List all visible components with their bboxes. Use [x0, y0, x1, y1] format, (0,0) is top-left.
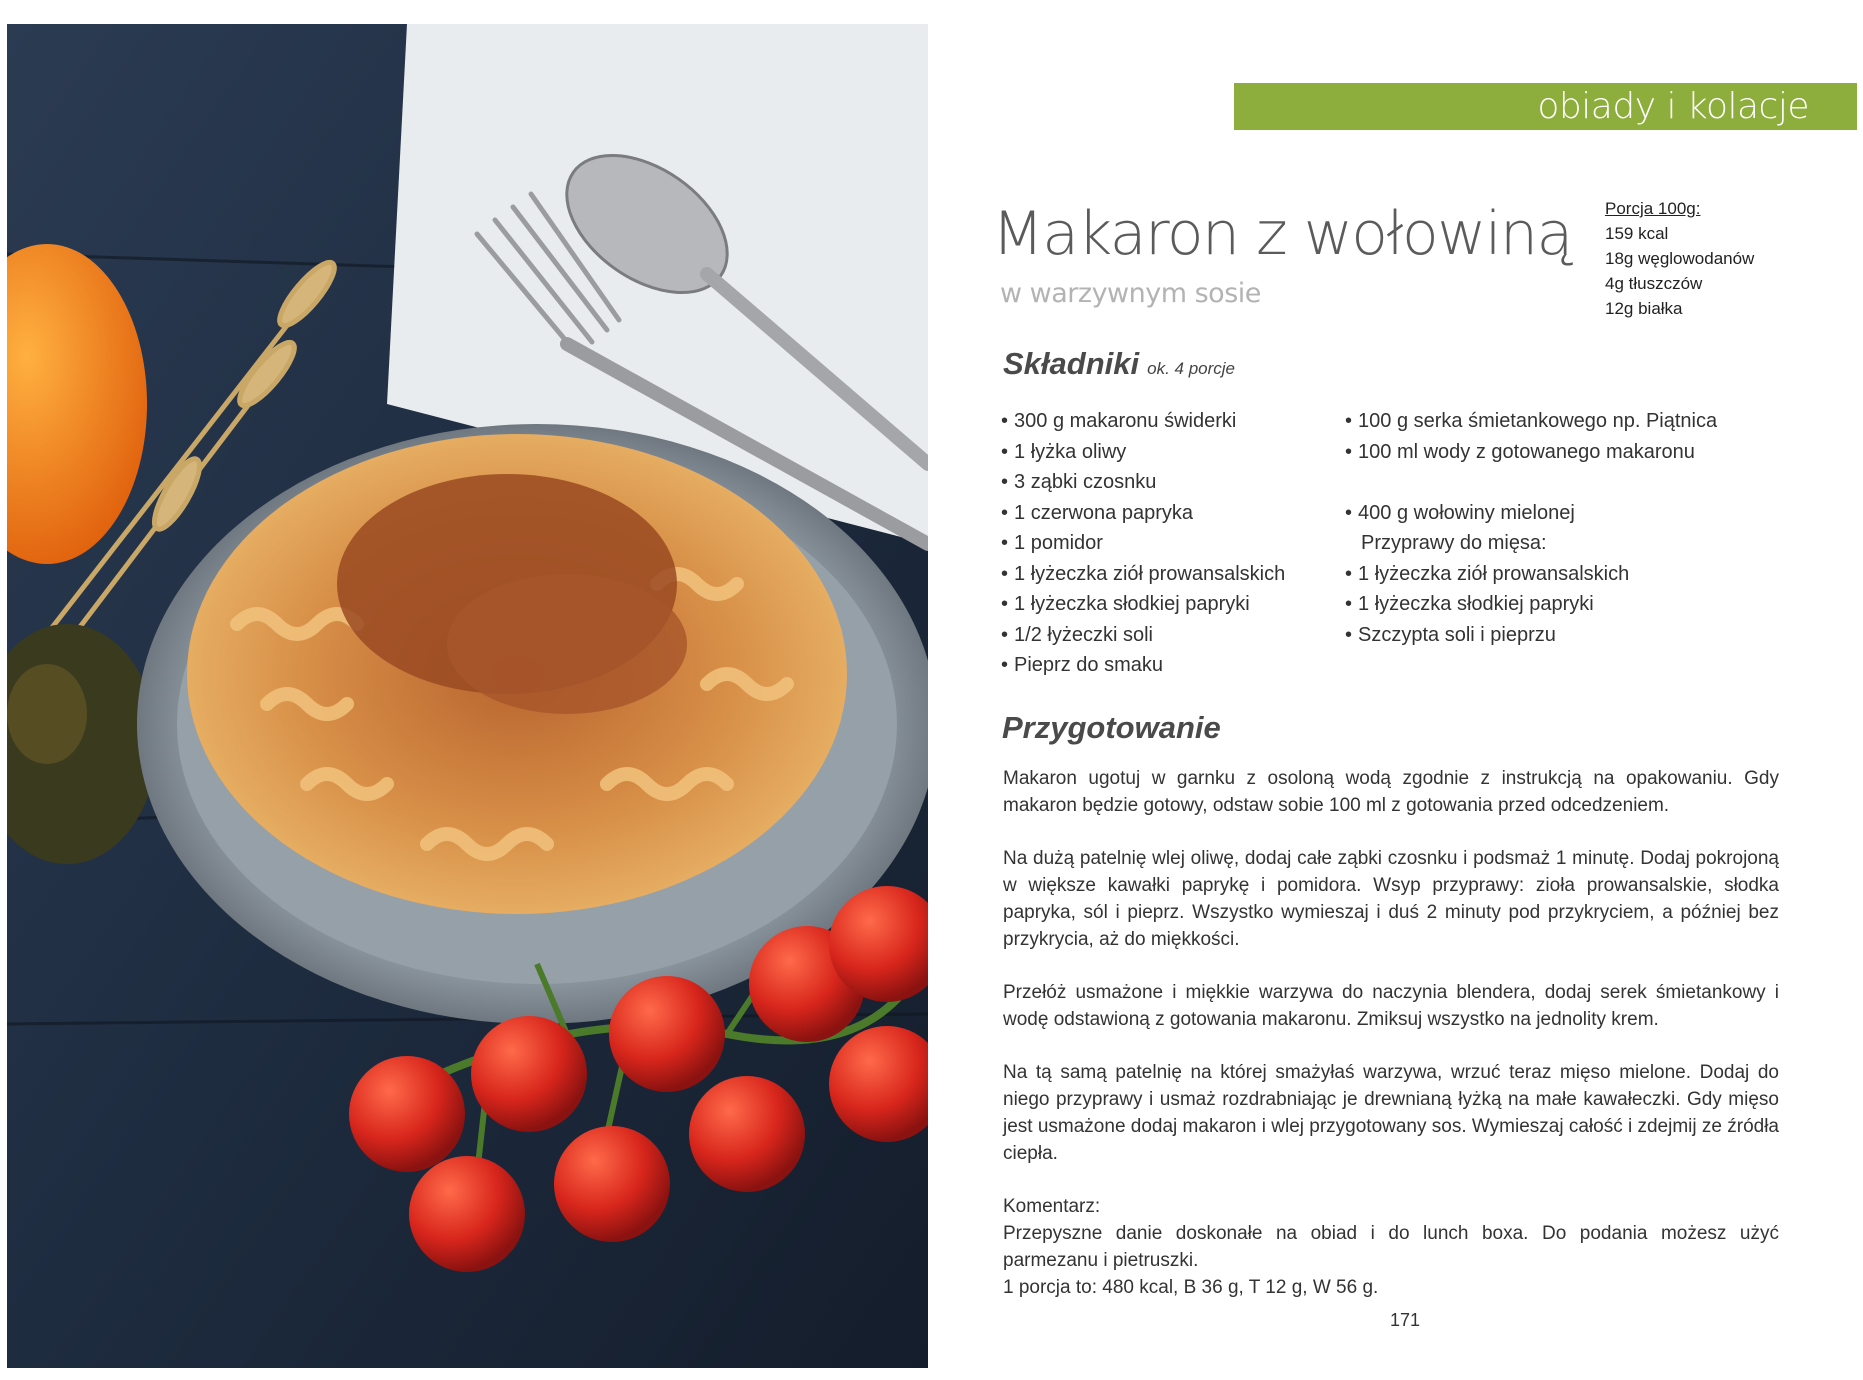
ingredients-heading: [1003, 346, 1235, 382]
preparation-heading: Przygotowanie: [1002, 710, 1221, 745]
ingredient-item: • 1 pomidor: [1001, 528, 1285, 559]
ingredients-column-a: [1001, 406, 1285, 681]
preparation-step: Na tą samą patelnię na której smażyłaś warzywa, wrzuć teraz mięso mielone. Dodaj do niego przyprawy i usmaż rozdrabniając je drewnianą łyżką na małe kawałeczki. Gdy mięso jest usmażone dodaj makaron i wlej przygotowany sos. Wymieszaj całość i zdejmij ze źródła ciepła.: [1003, 1062, 1779, 1164]
preparation-step: Na dużą patelnię wlej oliwę, dodaj całe ząbki czosnku i podsmaż 1 minutę. Dodaj pokrojoną w większe kawałki paprykę i pomidora. Wsyp przyprawy: zioła prowansalskie, słodka papryka, sól i pieprz. Wszystko wymieszaj i duś 2 minuty pod przykryciem, a później bez przykrycia, aż do miękkości.: [1003, 848, 1779, 950]
ingredient-item: • 1 łyżeczka słodkiej papryki: [1345, 589, 1717, 620]
portions-note: ok. 4 porcje: [1147, 359, 1235, 378]
preparation-step: Makaron ugotuj w garnku z osoloną wodą zgodnie z instrukcją na opakowaniu. Gdy makaron będzie gotowy, odstaw sobie 100 ml z gotowania przed odcedzeniem.: [1003, 768, 1779, 816]
nutrition-protein: 12g białka: [1605, 299, 1683, 318]
recipe-subtitle: w warzywnym sosie: [1000, 278, 1261, 309]
ingredient-item: • 400 g wołowiny mielonej: [1345, 498, 1717, 529]
ingredients-heading-text: Składniki: [1003, 346, 1140, 381]
ingredient-item: • 1 łyżeczka słodkiej papryki: [1001, 589, 1285, 620]
ingredient-item: • Pieprz do smaku: [1001, 650, 1285, 681]
ingredient-item: • 1 czerwona papryka: [1001, 498, 1285, 529]
ingredient-item: • 1 łyżeczka ziół prowansalskich: [1001, 559, 1285, 590]
comment-label: Komentarz:: [1003, 1196, 1101, 1217]
ingredient-subheading: Przyprawy do mięsa:: [1361, 532, 1547, 554]
ingredient-spacer: [1345, 467, 1717, 498]
nutrition-list: [1605, 221, 1754, 321]
comment-text: Przepyszne danie doskonałe na obiad i do lunch boxa. Do podania możesz użyć parmezanu i pietruszki.: [1003, 1223, 1779, 1271]
ingredient-item: • 3 ząbki czosnku: [1001, 467, 1285, 498]
ingredient-item: • 1/2 łyżeczki soli: [1001, 620, 1285, 651]
pasta-plate-icon: [187, 434, 847, 914]
category-banner: obiady i kolacje: [1234, 83, 1857, 130]
preparation-step: Przełóż usmażone i miękkie warzywa do naczynia blendera, dodaj serek śmietankowy i wodę odstawioną z gotowania makaronu. Zmiksuj wszystko na jednolity krem.: [1003, 982, 1779, 1030]
ingredient-item: • 100 g serka śmietankowego np. Piątnica: [1345, 406, 1717, 437]
nutrition-carbs: 18g węglowodanów: [1605, 249, 1755, 268]
portion-summary: 1 porcja to: 480 kcal, B 36 g, T 12 g, W 56 g.: [1003, 1277, 1379, 1298]
ingredient-item: • 300 g makaronu świderki: [1001, 406, 1285, 437]
ingredient-item: • 100 ml wody z gotowanego makaronu: [1345, 437, 1717, 468]
ingredient-item: • 1 łyżeczka ziół prowansalskich: [1345, 559, 1717, 590]
pasta-photo-illustration: [7, 24, 928, 1368]
preparation-text: [1003, 765, 1779, 1301]
ingredient-item: • 1 łyżka oliwy: [1001, 437, 1285, 468]
recipe-title: Makaron z wołowiną: [992, 199, 1572, 269]
nutrition-heading: Porcja 100g:: [1605, 199, 1701, 218]
nutrition-box: [1605, 196, 1754, 321]
ingredient-item: • Szczypta soli i pieprzu: [1345, 620, 1717, 651]
ingredients-column-b: [1345, 406, 1717, 650]
nutrition-kcal: 159 kcal: [1605, 224, 1669, 243]
page-number: 171: [1390, 1310, 1421, 1330]
nutrition-fat: 4g tłuszczów: [1605, 274, 1703, 293]
recipe-photo: [7, 24, 928, 1368]
